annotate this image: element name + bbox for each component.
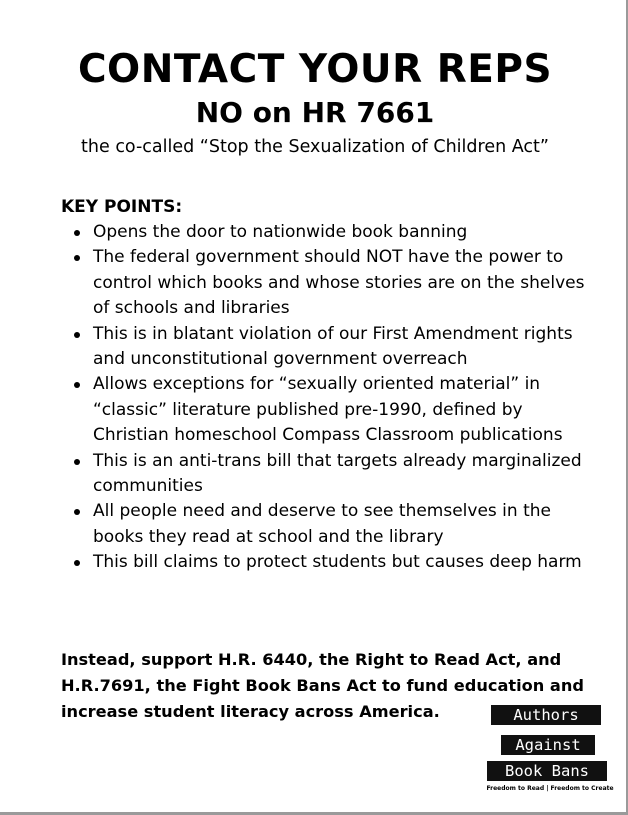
key-points-list [70,220,590,576]
bullet-icon [74,459,80,465]
key-point-item [70,220,590,245]
logo-word-authors: Authors [494,705,598,725]
key-points-heading: KEY POINTS: [61,197,183,217]
key-point-item [70,322,590,373]
logo-word-book-bans: Book Bans [490,761,604,781]
key-point-text: Opens the door to nationwide book banning [93,222,468,242]
key-point-text: This is an anti-trans bill that targets already marginalized communities [93,450,582,497]
key-point-text: All people need and deserve to see themselves in the books they read at school and the library [93,501,551,547]
bullet-icon [74,230,80,236]
key-point-text: This is in blatant violation of our First Amendment rights and unconstitutional government overreach [93,323,573,370]
bullet-icon [74,382,80,388]
bullet-icon [74,255,80,261]
key-point-text: The federal government should NOT have the power to control which books and whose stories are on the shelves of schools and libraries [93,247,585,319]
logo-word-against: Against [504,735,592,755]
key-point-text: Allows exceptions for “sexually oriented material” in “classic” literature published pre-1990, defined by Christian homeschool Compass Classroom publications [93,374,563,446]
key-point-item [70,245,590,321]
closing-call-to-action: Instead, support H.R. 6440, the Right to Read Act, and H.R.7691, the Fight Book Bans Act to fund education and increase student literacy across America. [61,650,584,721]
key-point-item [70,550,590,575]
key-point-text: This bill claims to protect students but causes deep harm [93,552,582,573]
bullet-icon [74,509,80,515]
key-point-item [70,372,590,448]
bill-subtitle: NO on HR 7661 [195,96,435,129]
page-title: CONTACT YOUR REPS [77,47,553,92]
authors-against-book-bans-logo [486,705,614,795]
logo-tagline: Freedom to Read | Freedom to Create [486,785,614,792]
key-point-item [70,449,590,500]
bullet-icon [74,560,80,566]
bill-tagline: the co-called “Stop the Sexualization of Children Act” [81,137,549,157]
bullet-icon [74,332,80,338]
key-point-item [70,499,590,550]
